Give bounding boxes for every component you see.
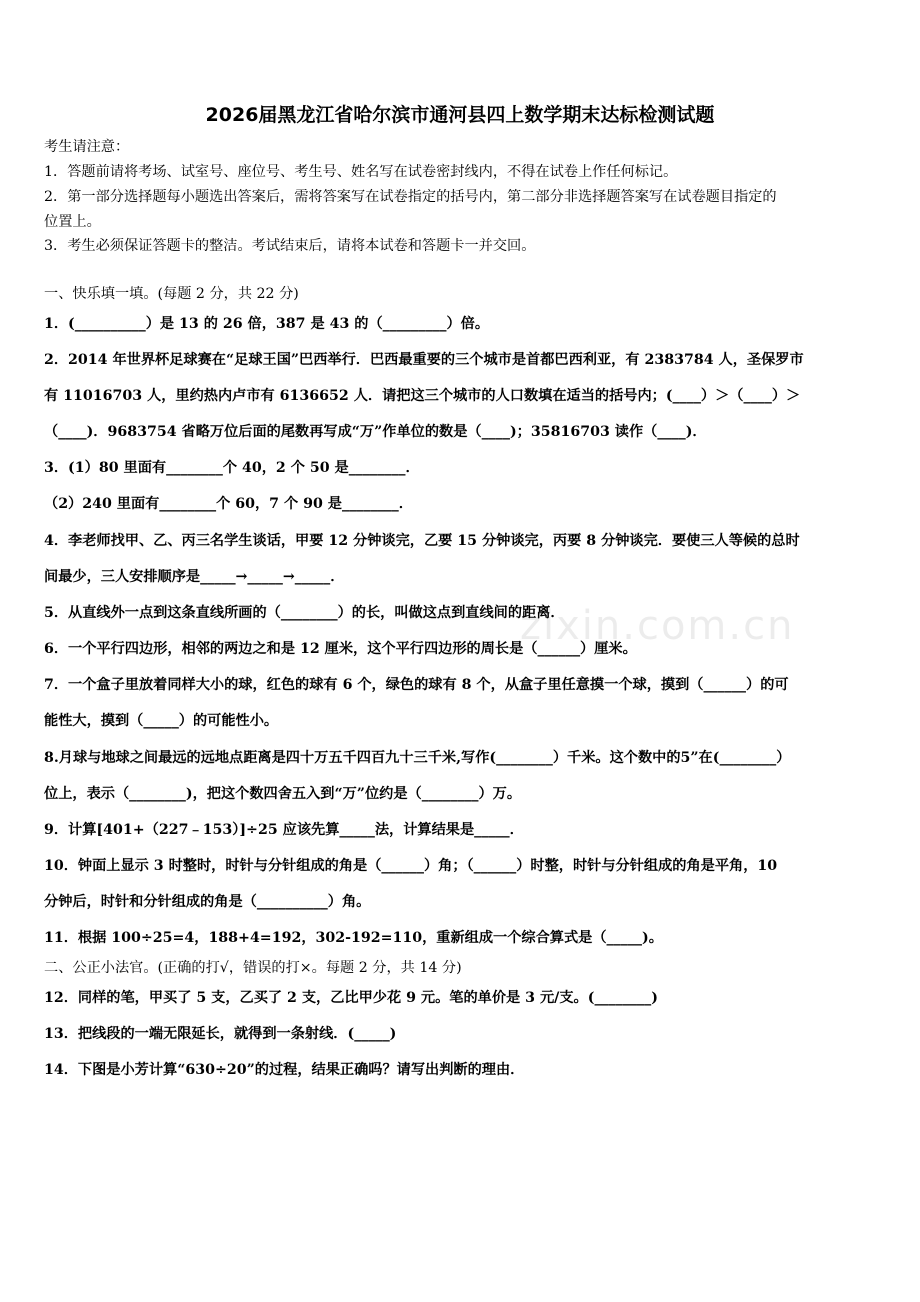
question-line: 7．一个盒子里放着同样大小的球，红色的球有 6 个，绿色的球有 8 个，从盒子里任意摸一个球，摸到（______）的可 [44,677,789,693]
question-line: 3．(1）80 里面有________个 40，2 个 50 是________． [44,460,420,476]
notice-item: 2．第一部分选择题每小题选出答案后，需将答案写在试卷指定的括号内，第二部分非选择题答案写在试卷题目指定的 [44,189,777,205]
question-line: 12．同样的笔，甲买了 5 支，乙买了 2 支，乙比甲少花 9 元。笔的单价是 3 元/支。(________) [44,990,658,1006]
notice-item: 3．考生必须保证答题卡的整洁。考试结束后，请将本试卷和答题卡一并交回。 [44,238,536,254]
notice-item: 1．答题前请将考场、试室号、座位号、考生号、姓名写在试卷密封线内，不得在试卷上作任何标记。 [44,164,678,180]
page-title: 2026届黑龙江省哈尔滨市通河县四上数学期末达标检测试题 [205,104,715,126]
question-line: 位上，表示（________)，把这个数四舍五入到“万”位约是（________）万。 [44,786,522,802]
section-heading: 一、快乐填一填。(每题 2 分，共 22 分) [44,286,299,302]
question-line: 9．计算[401+（227﹣153）]÷25 应该先算_____法，计算结果是_____． [44,822,524,838]
question-line: 4．李老师找甲、乙、丙三名学生谈话，甲要 12 分钟谈完，乙要 15 分钟谈完，丙要 8 分钟谈完．要使三人等候的总时 [44,533,800,549]
question-line: 8.月球与地球之间最远的远地点距离是四十万五千四百九十三千米,写作(________）千米。这个数中的5”在(________） [44,750,791,766]
question-line: 6．一个平行四边形，相邻的两边之和是 12 厘米，这个平行四边形的周长是（______）厘米。 [44,641,637,657]
question-line: 10．钟面上显示 3 时整时，时针与分针组成的角是（______）角；（______）时整，时针与分针组成的角是平角，10 [44,858,778,874]
notice-heading: 考生请注意： [44,139,130,155]
section-heading: 二、公正小法官。(正确的打√，错误的打×。每题 2 分，共 14 分) [44,960,462,976]
question-line: 分钟后，时针和分针组成的角是（__________）角。 [44,894,371,910]
notice-item: 位置上。 [44,214,101,230]
question-line: 间最少，三人安排顺序是_____→_____→_____． [44,569,345,585]
question-line: 能性大，摸到（_____）的可能性小。 [44,713,279,729]
question-line: 有 11016703 人，里约热内卢市有 6136652 人．请把这三个城市的人口数填在适当的括号内；(____）＞（____）＞ [44,388,801,404]
question-line: 13．把线段的一端无限延长，就得到一条射线．(_____) [44,1026,397,1042]
question-line: 5．从直线外一点到这条直线所画的（________）的长，叫做这点到直线间的距离． [44,605,565,621]
question-line: 11．根据 100÷25=4，188+4=192，302-192=110，重新组成一个综合算式是（_____)。 [44,930,663,946]
question-line: （2）240 里面有________个 60，7 个 90 是________． [44,496,413,512]
question-line: 1．(__________）是 13 的 26 倍，387 是 43 的（_________）倍。 [44,316,490,332]
question-line: 14．下图是小芳计算“630÷20”的过程，结果正确吗？请写出判断的理由． [44,1062,525,1078]
watermark: zixin.com.cn [520,603,795,649]
question-line: 2．2014 年世界杯足球赛在“足球王国”巴西举行．巴西最重要的三个城市是首都巴西利亚，有 2383784 人，圣保罗市 [44,352,804,368]
question-line: （____)．9683754 省略万位后面的尾数再写成“万”作单位的数是（____)；35816703 读作（____)． [44,424,707,440]
